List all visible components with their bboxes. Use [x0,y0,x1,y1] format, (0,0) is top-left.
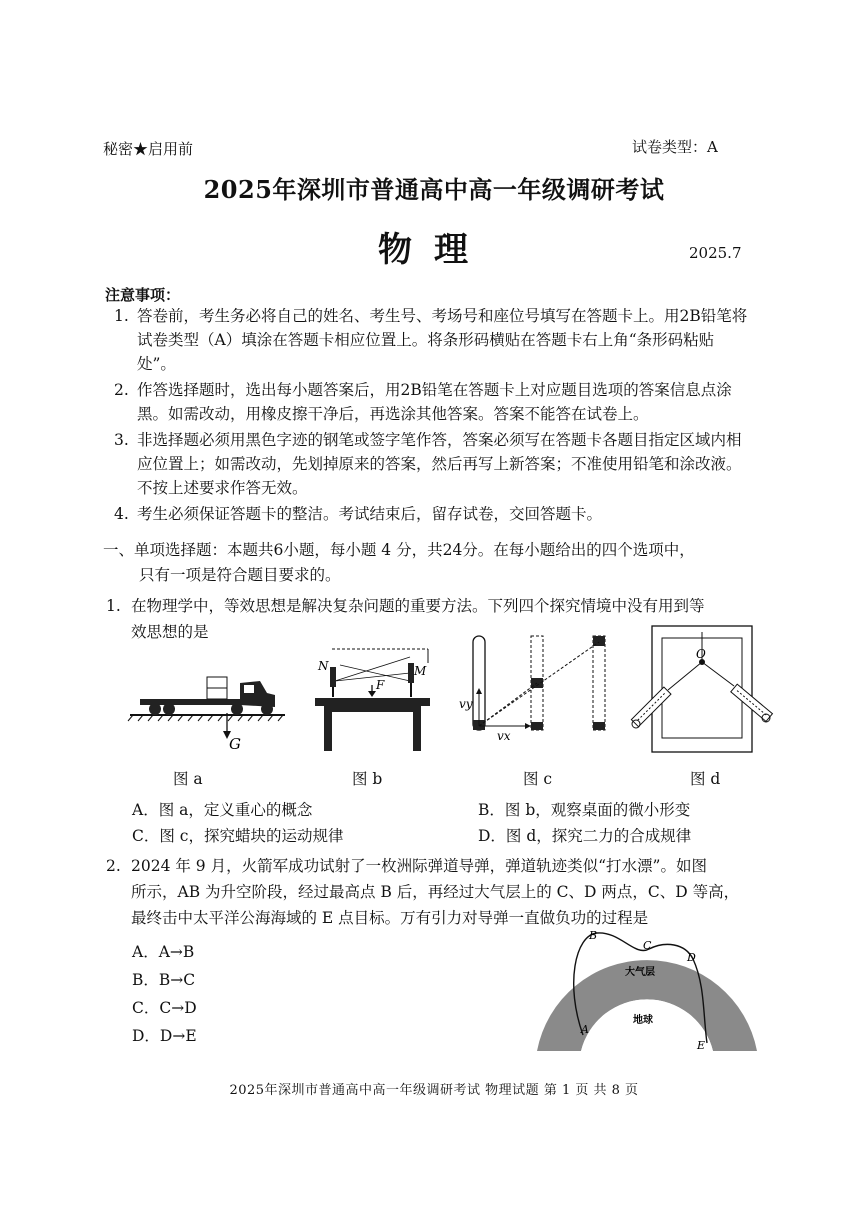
figure-b-label: 图 b [352,770,383,788]
q1-stem-line1: 在物理学中，等效思想是解决复杂问题的重要方法。下列四个探究情境中没有用到等 [131,597,705,615]
section-heading-cont: 只有一项是符合题目要求的。 [139,566,341,584]
note-item: 3. 非选择题必须用黑色字迹的钢笔或签字笔作答，答案必须写在答题卡各题目指定区域内相应位置上；如需改动，先划掉原来的答案，然后再写上新答案；不准使用铅笔和涂改液。不按上述要求作答无效。 [114,431,742,497]
q2-option-d: D．D→E [132,1027,197,1045]
point-e-label: E [697,1039,706,1052]
mirror-m-symbol: M [414,664,427,678]
q1-option-a: A．图 a，定义重心的概念 [132,801,313,819]
q2-option-b: B．B→C [132,971,196,989]
figure-d-label: 图 d [690,770,721,788]
q2-number: 2. [106,857,121,875]
figure-a-label: 图 a [173,770,203,788]
point-a-label: A [581,1023,589,1036]
figure-c-tubes [455,630,615,745]
q1-number: 1. [106,597,121,615]
page-footer: 2025年深圳市普通高中高一年级调研考试 物理试题 第 1 页 共 8 页 [229,1083,639,1098]
figure-c-label: 图 c [523,770,553,788]
q1-option-b: B．图 b，观察桌面的微小形变 [478,801,691,819]
exam-title: 2025年深圳市普通高中高一年级调研考试 [203,175,665,204]
exam-date: 2025.7 [689,244,742,262]
atmosphere-label: 大气层 [625,967,655,978]
q2-stem-line2: 所示，AB 为升空阶段，经过最高点 B 后，再经过大气层上的 C、D 两点，C、D 等高， [131,883,740,901]
notes-heading: 注意事项： [105,286,181,304]
q2-stem-line1: 2024 年 9 月，火箭军成功试射了一枚洲际弹道导弹，弹道轨迹类似“打水漂”。如图 [131,857,707,875]
figure-a-truck [125,665,290,760]
q2-option-a: A．A→B [132,943,195,961]
q1-option-c: C．图 c，探究蜡块的运动规律 [132,827,344,845]
section-heading: 一、单项选择题：本题共6小题，每小题 4 分，共24分。在每小题给出的四个选项中， [103,541,695,559]
force-f-symbol: F [376,678,385,692]
note-item: 4. 考生必须保证答题卡的整洁。考试结束后，留存试卷，交回答题卡。 [114,505,603,523]
gravity-symbol: G [229,735,241,753]
q1-option-d: D．图 d，探究二力的合成规律 [478,827,692,845]
q2-stem-line3: 最终击中太平洋公海海域的 E 点目标。万有引力对导弹一直做负功的过程是 [131,909,649,927]
note-item: 1. 答卷前，考生务必将自己的姓名、考生号、考场号和座位号填写在答题卡上。用2B铅笔将试卷类型（A）填涂在答题卡相应位置上。将条形码横贴在答题卡右上角“条形码粘贴处”。 [114,307,748,373]
point-o-symbol: O [696,647,706,661]
note-item: 2. 作答选择题时，选出每小题答案后，用2B铅笔在答题卡上对应题目选项的答案信息点涂黑。如需改动，用橡皮擦干净后，再选涂其他答案。答案不能答在试卷上。 [114,381,732,423]
point-d-label: D [687,951,696,964]
vy-symbol: vy [459,697,473,711]
point-b-label: B [589,929,598,942]
confidential-label: 秘密★启用前 [103,140,194,158]
q2-option-c: C．C→D [132,999,197,1017]
q1-stem-line2: 效思想的是 [131,623,209,641]
earth-label: 地球 [633,1015,653,1026]
point-c-label: C [643,939,652,952]
vx-symbol: vx [497,729,511,743]
figure-b-table [310,645,435,755]
figure-d-force-board [630,620,775,760]
mirror-n-symbol: N [318,659,329,673]
missile-trajectory-diagram [535,925,760,1055]
subject-title: 物理 [378,230,490,270]
paper-type-label: 试卷类型：A [632,138,718,156]
